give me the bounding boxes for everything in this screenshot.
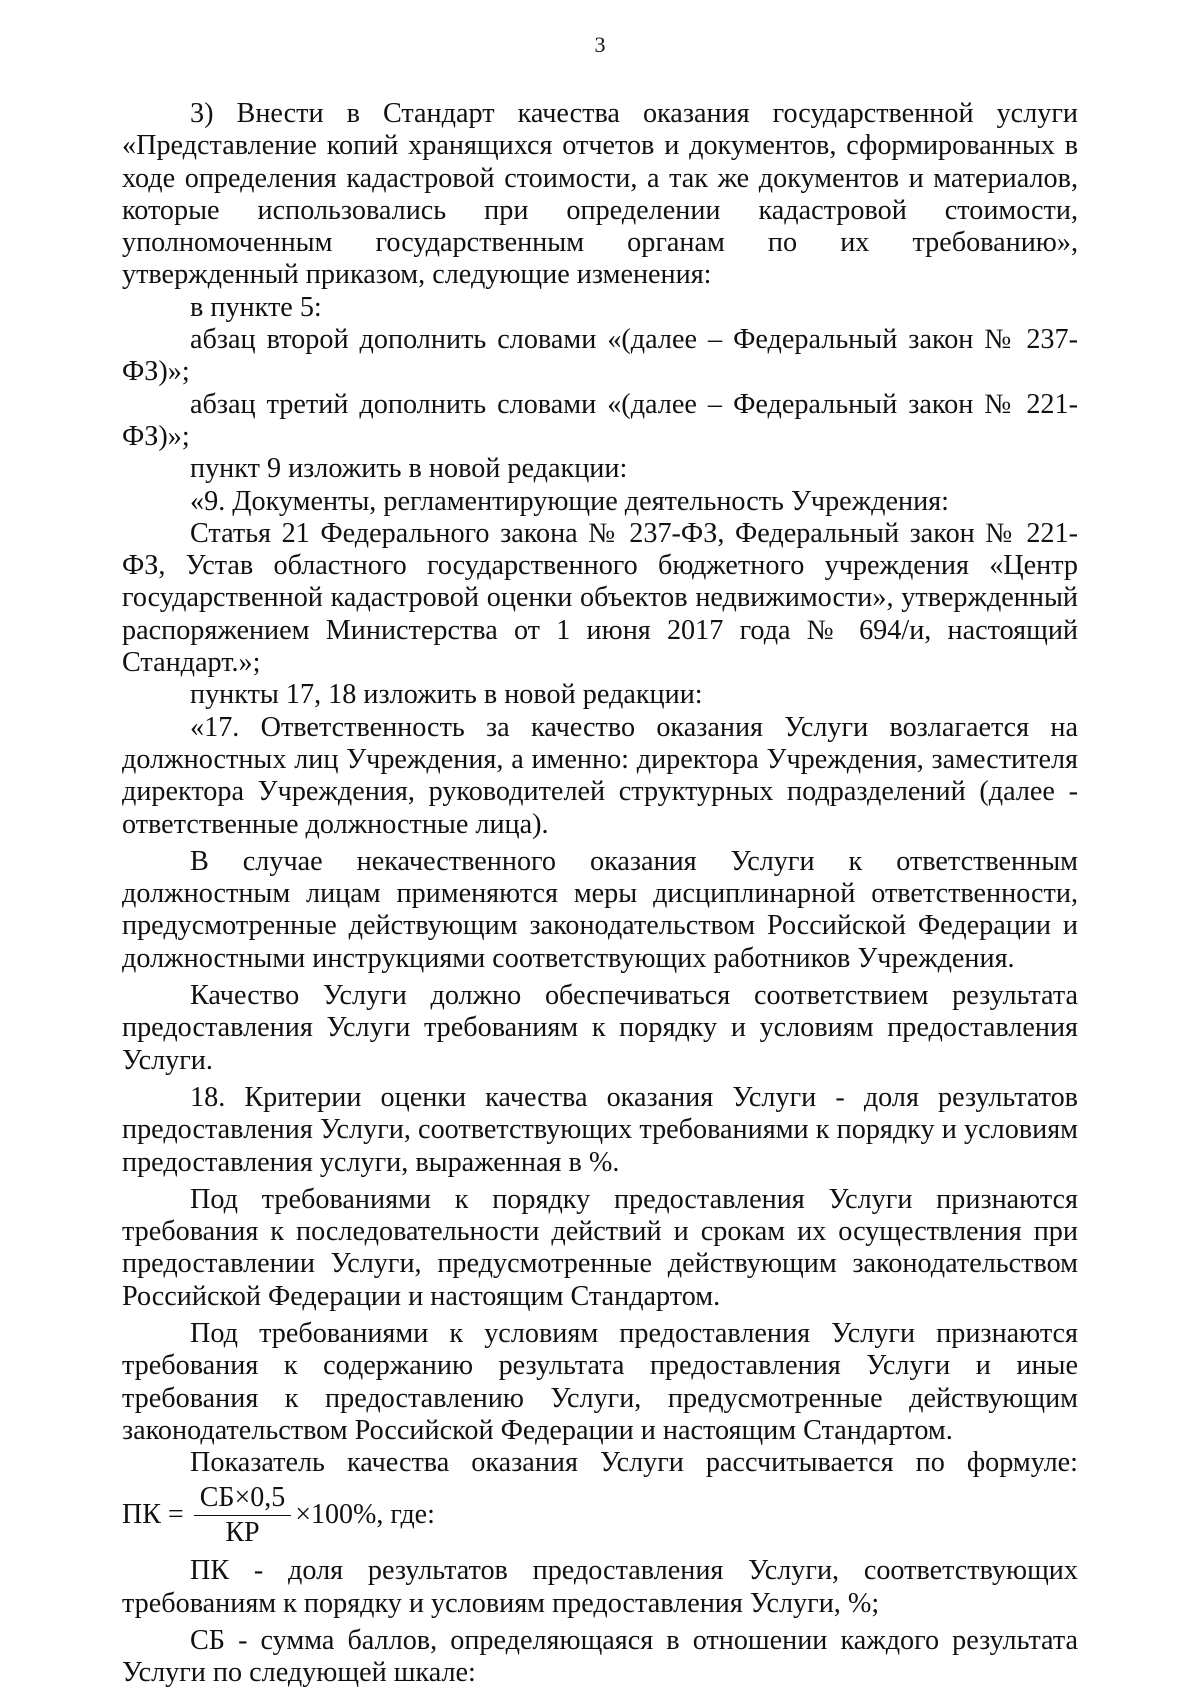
paragraph-responsibility: В случае некачественного оказания Услуги к ответственным должностным лицам применяются меры дисциплинарной ответственности, предусмотренные действующим законодательством Российской Федерации и должностными инструкциями соответствующих работников Учреждения. bbox=[122, 845, 1078, 974]
formula-denominator: КР bbox=[225, 1516, 260, 1548]
paragraph-order-requirements: Под требованиями к порядку предоставления Услуги признаются требования к последовательности действий и срокам их осуществления при предоставлении Услуги, предусмотренные действующим законодательством Российской Федерации и настоящим Стандартом. bbox=[122, 1183, 1078, 1312]
paragraph-amendment-intro: 3) Внести в Стандарт качества оказания государственной услуги «Представление копий хранящихся отчетов и документов, сформированных в ходе определения кадастровой стоимости, а так же документов и материалов, которые использовались при определении кадастровой стоимости, уполномоченным государственным органам по их требованию», утвержденный приказом, следующие изменения: bbox=[122, 98, 1078, 291]
paragraph-clause-17: «17. Ответственность за качество оказания Услуги возлагается на должностных лиц Учреждения, а именно: директора Учреждения, заместителя директора Учреждения, руководителей структурных подразделений (далее - ответственные должностные лица). bbox=[122, 711, 1078, 840]
page-number: 3 bbox=[594, 32, 606, 57]
formula-tail: ×100%, где: bbox=[295, 1499, 435, 1531]
paragraph-clause-9-body: Статья 21 Федерального закона № 237-ФЗ, Федеральный закон № 221-ФЗ, Устав областного государственного бюджетного учреждения «Центр государственной кадастровой оценки объектов недвижимости», утвержденный распоряжением Министерства от 1 июня 2017 года № 694/и, настоящий Стандарт.»; bbox=[122, 517, 1078, 679]
formula-numerator: СБ×0,5 bbox=[194, 1482, 292, 1516]
paragraph-sb-definition: СБ - сумма баллов, определяющаяся в отношении каждого результата Услуги по следующей шкале: bbox=[122, 1625, 1078, 1689]
paragraph-second-abzac: абзац второй дополнить словами «(далее – Федеральный закон № 237-ФЗ)»; bbox=[122, 324, 1078, 388]
paragraph-pk-definition: ПК - доля результатов предоставления Услуги, соответствующих требованиям к порядку и условиям предоставления Услуги, %; bbox=[122, 1555, 1078, 1619]
paragraph-clauses-17-18-intro: пункты 17, 18 изложить в новой редакции: bbox=[190, 679, 703, 711]
paragraph-condition-requirements: Под требованиями к условиям предоставления Услуги признаются требования к содержанию результата предоставления Услуги и иные требования к предоставлению Услуги, предусмотренные действующим законодательством Российской Федерации и настоящим Стандартом. bbox=[122, 1317, 1078, 1446]
paragraph-clause-9-intro: пункт 9 изложить в новой редакции: bbox=[190, 453, 628, 485]
paragraph-third-abzac: абзац третий дополнить словами «(далее – Федеральный закон № 221-ФЗ)»; bbox=[122, 388, 1078, 452]
paragraph-clause-9-title: «9. Документы, регламентирующие деятельность Учреждения: bbox=[190, 485, 949, 517]
paragraph-clause-18: 18. Критерии оценки качества оказания Услуги - доля результатов предоставления Услуги, соответствующих требованиями к порядку и условиям предоставления услуги, выраженная в %. bbox=[122, 1081, 1078, 1178]
paragraph-formula-intro: Показатель качества оказания Услуги рассчитывается по формуле: bbox=[190, 1447, 1078, 1479]
paragraph-clause-5: в пункте 5: bbox=[190, 291, 322, 323]
paragraph-quality: Качество Услуги должно обеспечиваться соответствием результата предоставления Услуги требованиям к порядку и условиям предоставления Услуги. bbox=[122, 980, 1078, 1076]
formula-lhs: ПК = bbox=[122, 1499, 184, 1531]
document-body bbox=[122, 98, 1078, 1690]
formula-fraction bbox=[194, 1482, 292, 1549]
quality-formula bbox=[122, 1479, 1078, 1551]
